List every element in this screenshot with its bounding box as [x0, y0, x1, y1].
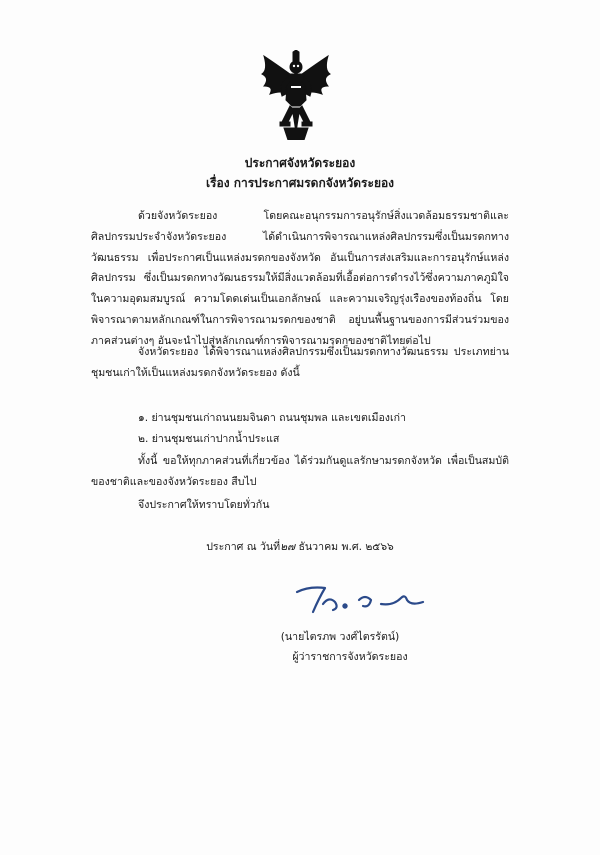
garuda-emblem-icon: [260, 50, 332, 140]
paragraph-3: ทั้งนี้ ขอให้ทุกภาคส่วนที่เกี่ยวข้อง ได้ร่วมกันดูแลรักษามรดกจังหวัด เพื่อเป็นสมบัติของชาติและของจังหวัดระยอง สืบไป: [91, 455, 509, 488]
date-day: ๒๗: [280, 541, 296, 553]
announcement-title: ประกาศจังหวัดระยอง: [244, 156, 356, 170]
date-rest: ธันวาคม พ.ศ. ๒๕๖๖: [298, 541, 394, 553]
signer-position: ผู้ว่าราชการจังหวัดระยอง: [292, 651, 408, 663]
announcement-subject: เรื่อง การประกาศมรดกจังหวัดระยอง: [205, 176, 395, 190]
handwritten-signature: [289, 578, 429, 618]
list-item: ๒. ย่านชุมชนเก่าปากน้ำประแส: [138, 433, 280, 445]
paragraph-4: จึงประกาศให้ทราบโดยทั่วกัน: [138, 499, 270, 511]
paragraph-2: จังหวัดระยอง ได้พิจารณาแหล่งศิลปกรรมซึ่งเป็นมรดกทางวัฒนธรรม ประเภทย่านชุมชนเก่าให้เป็นแหล่งมรดกจังหวัดระยอง ดังนี้: [91, 346, 509, 379]
list-item: ๑. ย่านชุมชนเก่าถนนยมจินดา ถนนชุมพล และเขตเมืองเก่า: [138, 412, 406, 424]
date-prefix: ประกาศ ณ วันที่: [206, 541, 281, 553]
signer-name: (นายไตรภพ วงศ์ไตรรัตน์): [280, 631, 400, 643]
paragraph-1: ด้วยจังหวัดระยอง โดยคณะอนุกรรมการอนุรักษ์สิ่งแวดล้อมธรรมชาติและศิลปกรรมประจำจังหวัดระยอง ได้ดำเนินการพิจารณาแหล่งศิลปกรรมซึ่งเป็นมรดกทางวัฒนธรรม เพื่อประกาศเป็นแหล่งมรดกของจังหวัด อันเป็นการส่งเสริมและการอนุรักษ์แหล่งศิลปกรรม ซึ่งเป็นมรดกทางวัฒนธรรมให้มีสิ่งแวดล้อมที่เอื้อต่อการดำรงไว้ซึ่งความภาคภูมิใจในความอุดมสมบูรณ์ ความโดดเด่นเป็นเอกลักษณ์ และความเจริญรุ่งเรืองของท้องถิ่น โดยพิจารณาตามหลักเกณฑ์ในการพิจารณามรดกของชาติ อยู่บนพื้นฐานของการมีส่วนร่วมของภาคส่วนต่างๆ อันจะนำไปสู่หลักเกณฑ์การพิจารณามรดกของชาติไทยต่อไป: [91, 210, 509, 347]
announcement-date: [0, 538, 600, 555]
